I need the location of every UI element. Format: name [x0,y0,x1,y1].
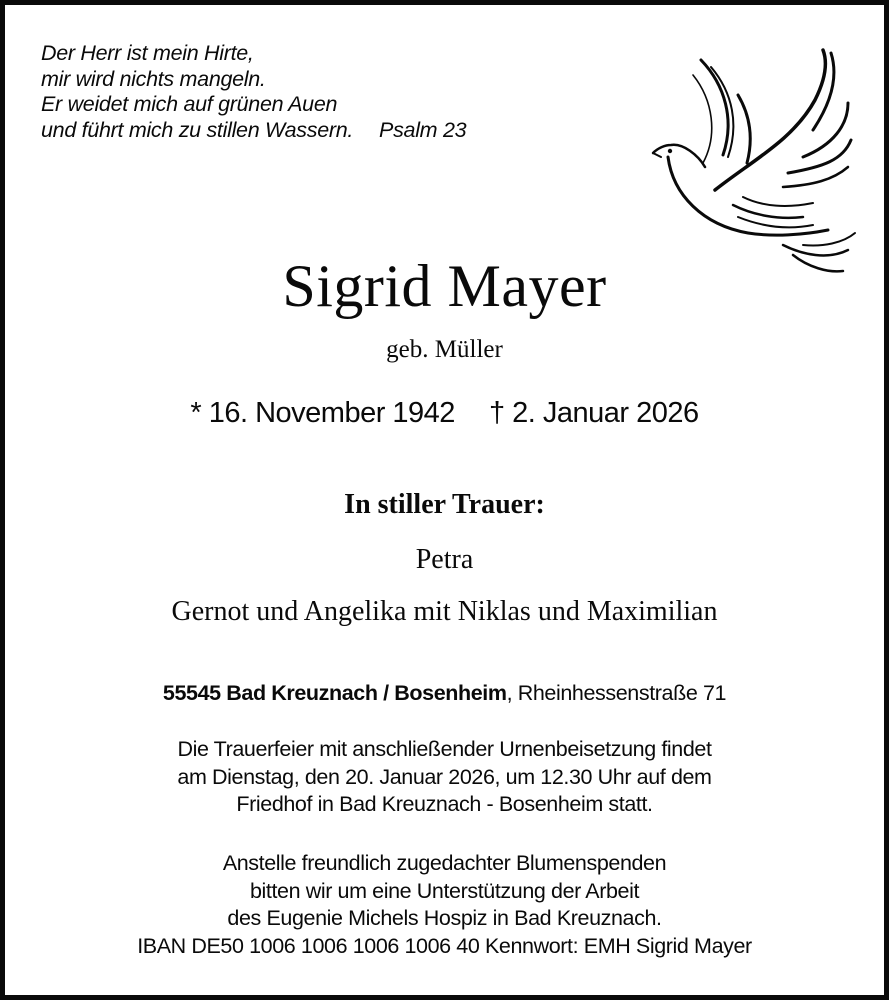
psalm-reference: Psalm 23 [379,117,467,142]
donation-line: des Eugenie Michels Hospiz in Bad Kreuznach. [227,906,662,930]
ceremony-line: Friedhof in Bad Kreuznach - Bosenheim statt. [236,792,653,816]
psalm-line: mir wird nichts mangeln. [41,66,266,91]
ceremony-line: Die Trauerfeier mit anschließender Urnenbeisetzung findet [177,737,712,761]
donation-info [5,850,884,960]
psalm-line: Er weidet mich auf grünen Auen [41,92,338,116]
life-dates [5,395,884,431]
address-separator: , [506,681,518,705]
family-address [5,679,884,707]
address-city: 55545 Bad Kreuznach / Bosenheim [162,681,507,705]
dove-icon [643,45,863,280]
death-date: † 2. Januar 2026 [488,397,699,429]
birth-date: * 16. November 1942 [190,397,455,429]
psalm-line-last [41,118,466,144]
address-street: Rheinhessenstraße 71 [517,681,727,705]
ceremony-line: am Dienstag, den 20. Januar 2026, um 12.30 Uhr auf dem [177,764,712,789]
mourning-heading: In stiller Trauer: [344,489,545,520]
mourner-name: Gernot und Angelika mit Niklas und Maximilian [171,596,718,627]
psalm-line: und führt mich zu stillen Wassern. [41,117,354,142]
mourner-name: Petra [415,544,474,575]
donation-line: Anstelle freundlich zugedachter Blumenspenden [222,851,667,875]
maiden-name: geb. Müller [386,336,503,363]
psalm-line: Der Herr ist mein Hirte, [41,41,254,65]
psalm-quote [41,41,466,143]
donation-line: bitten wir um eine Unterstützung der Arbeit [249,878,640,903]
donation-iban-line: IBAN DE50 1006 1006 1006 1006 40 Kennwort: EMH Sigrid Mayer [137,933,752,958]
deceased-name: Sigrid Mayer [282,253,607,319]
ceremony-info [5,736,884,819]
